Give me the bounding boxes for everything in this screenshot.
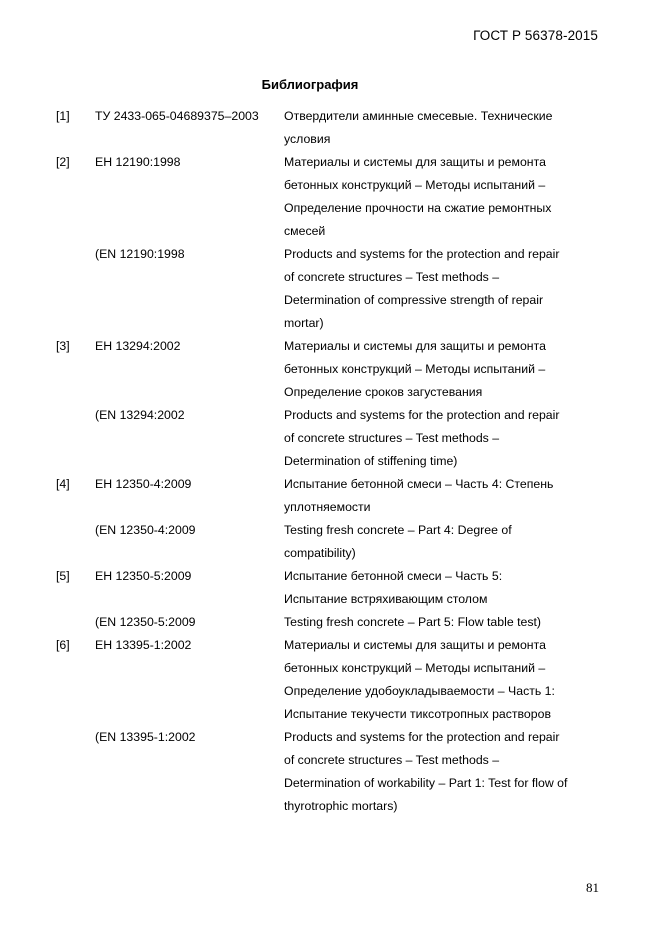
bibliography-entry: [56, 634, 596, 726]
entry-title-line: бетонных конструкций – Методы испытаний –: [284, 362, 546, 376]
entry-title-line: Determination of stiffening time): [284, 454, 458, 468]
entry-title: [284, 473, 594, 519]
entry-title-line: Материалы и системы для защиты и ремонта: [284, 155, 546, 169]
entry-standard-code: ЕН 12190:1998: [95, 155, 181, 169]
page-number: 81: [586, 880, 599, 895]
entry-title-line: Испытание бетонной смеси – Часть 5:: [284, 569, 503, 583]
entry-title-line: of concrete structures – Test methods –: [284, 753, 500, 767]
entry-standard-code: (EN 12350-5:2009: [95, 615, 196, 629]
entry-title-line: Products and systems for the protection and repair: [284, 247, 560, 261]
entry-number: [3]: [56, 339, 70, 353]
entry-title: [284, 519, 594, 565]
entry-standard-code: ЕН 12350-5:2009: [95, 569, 192, 583]
entry-title-line: of concrete structures – Test methods –: [284, 270, 500, 284]
entry-standard-code: (EN 12350-4:2009: [95, 523, 196, 537]
entry-title-line: thyrotrophic mortars): [284, 799, 398, 813]
entry-title-line: бетонных конструкций – Методы испытаний –: [284, 661, 546, 675]
entry-number: [2]: [56, 155, 70, 169]
entry-title-line: Материалы и системы для защиты и ремонта: [284, 638, 546, 652]
entry-title: [284, 404, 594, 473]
entry-standard-code: (EN 13294:2002: [95, 408, 185, 422]
entry-title: [284, 565, 594, 611]
entry-title-line: Определение удобоукладываемости – Часть 1:: [284, 684, 555, 698]
bibliography-entry: [56, 519, 596, 565]
entry-title-line: Testing fresh concrete – Part 5: Flow table test): [284, 615, 541, 629]
document-code: ГОСТ Р 56378-2015: [473, 28, 598, 43]
bibliography-entry: [56, 404, 596, 473]
entry-standard-code: ЕН 12350-4:2009: [95, 477, 192, 491]
entry-title-line: mortar): [284, 316, 324, 330]
entry-title-line: Testing fresh concrete – Part 4: Degree of: [284, 523, 512, 537]
entry-title-line: Products and systems for the protection and repair: [284, 408, 560, 422]
entry-title: [284, 243, 594, 335]
bibliography-entry: [56, 611, 596, 634]
entry-number: [4]: [56, 477, 70, 491]
bibliography-list: [56, 105, 596, 818]
entry-title-line: Испытание бетонной смеси – Часть 4: Степень: [284, 477, 554, 491]
page-title: Библиография: [261, 77, 359, 92]
entry-title-line: бетонных конструкций – Методы испытаний –: [284, 178, 546, 192]
entry-title: [284, 335, 594, 404]
bibliography-entry: [56, 565, 596, 611]
entry-title-line: Determination of workability – Part 1: Test for flow of: [284, 776, 568, 790]
entry-title-line: Определение прочности на сжатие ремонтных: [284, 201, 552, 215]
bibliography-entry: [56, 151, 596, 243]
bibliography-entry: [56, 335, 596, 404]
entry-title: [284, 611, 594, 634]
entry-title-line: compatibility): [284, 546, 356, 560]
entry-number: [1]: [56, 109, 70, 123]
entry-title-line: Определение сроков загустевания: [284, 385, 483, 399]
entry-title: [284, 105, 594, 151]
entry-title-line: уплотняемости: [284, 500, 371, 514]
entry-standard-code: ЕН 13395-1:2002: [95, 638, 192, 652]
entry-title-line: Products and systems for the protection and repair: [284, 730, 560, 744]
entry-standard-code: ТУ 2433-065-04689375–2003: [95, 109, 259, 123]
entry-title-line: условия: [284, 132, 331, 146]
bibliography-entry: [56, 726, 596, 818]
entry-title: [284, 634, 594, 726]
entry-title-line: смесей: [284, 224, 326, 238]
bibliography-entry: [56, 243, 596, 335]
entry-title-line: Отвердители аминные смесевые. Технические: [284, 109, 553, 123]
entry-title: [284, 726, 594, 818]
entry-standard-code: (EN 12190:1998: [95, 247, 185, 261]
entry-standard-code: (EN 13395-1:2002: [95, 730, 196, 744]
entry-number: [5]: [56, 569, 70, 583]
entry-standard-code: ЕН 13294:2002: [95, 339, 181, 353]
entry-number: [6]: [56, 638, 70, 652]
entry-title-line: Determination of compressive strength of repair: [284, 293, 544, 307]
bibliography-entry: [56, 105, 596, 151]
entry-title: [284, 151, 594, 243]
bibliography-entry: [56, 473, 596, 519]
entry-title-line: Испытание текучести тиксотропных растворов: [284, 707, 551, 721]
entry-title-line: of concrete structures – Test methods –: [284, 431, 500, 445]
entry-title-line: Испытание встряхивающим столом: [284, 592, 488, 606]
entry-title-line: Материалы и системы для защиты и ремонта: [284, 339, 546, 353]
